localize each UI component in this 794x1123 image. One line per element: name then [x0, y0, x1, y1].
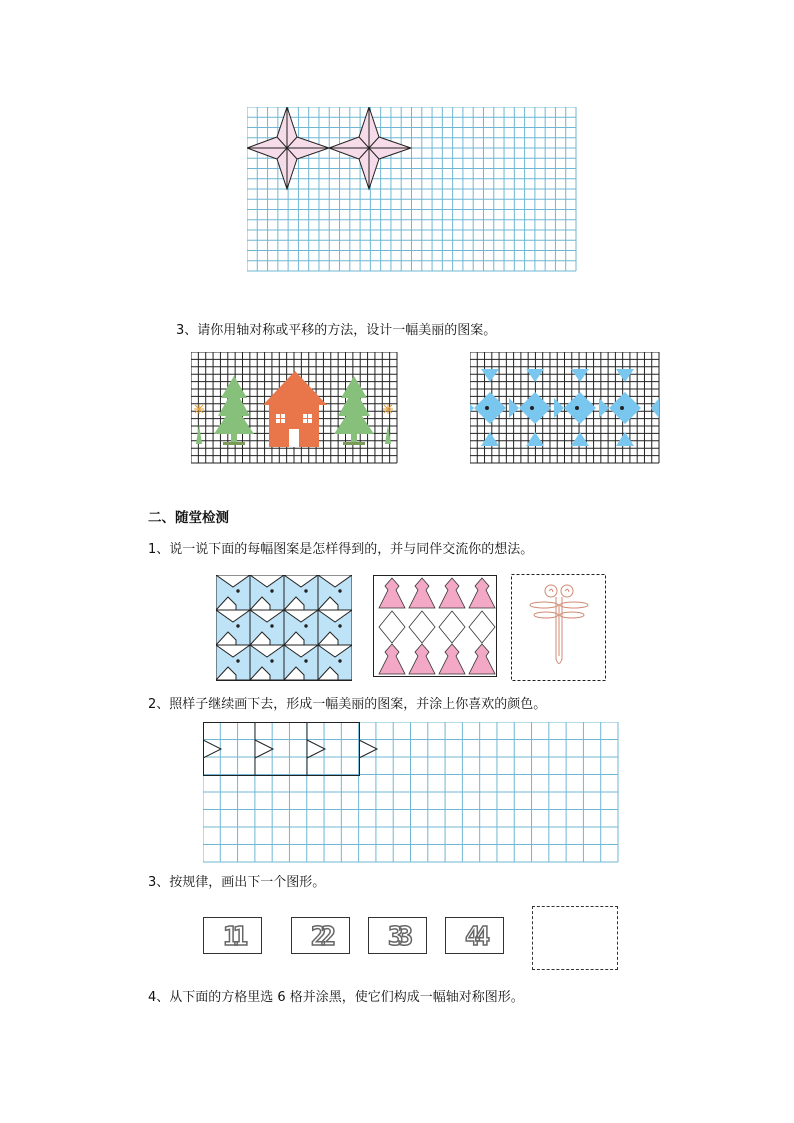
- fish-eye: [530, 406, 534, 410]
- pattern-box-4: [445, 917, 504, 954]
- pattern-digits-1: 11: [222, 922, 243, 952]
- fish-grid: [470, 352, 660, 464]
- check-q1: 1、说一说下面的每幅图案是怎样得到的，并与同伴交流你的想法。: [148, 542, 534, 557]
- house: [263, 371, 327, 447]
- tile-eye: [237, 625, 239, 627]
- pink-diamond-pattern: [373, 575, 497, 677]
- tile-eye: [237, 590, 239, 592]
- tile-eye: [305, 660, 307, 662]
- sprout-left: [196, 424, 202, 444]
- fish-bottom-triangle: [481, 432, 499, 446]
- fish-top-triangle: [616, 369, 634, 382]
- pattern-digits-2: 22: [310, 922, 331, 952]
- star-grid-figure: [247, 107, 577, 272]
- fish-bottom-triangle: [616, 432, 634, 446]
- answer-box[interactable]: [532, 906, 618, 970]
- fish-top-triangle: [481, 369, 499, 382]
- tile-eye: [305, 625, 307, 627]
- tile-eye: [339, 590, 341, 592]
- check-q4: 4、从下面的方格里选 6 格并涂黑，使它们构成一幅轴对称图形。: [148, 990, 524, 1005]
- check-q2: 2、照样子继续画下去，形成一幅美丽的图案，并涂上你喜欢的颜色。: [148, 697, 547, 712]
- house-tree-grid: [191, 352, 398, 464]
- pattern-digits-4: 44: [464, 922, 485, 952]
- fish-tail: [599, 398, 609, 418]
- flower-right: [383, 404, 393, 414]
- tile-eye: [271, 625, 273, 627]
- tile-eye: [271, 660, 273, 662]
- fish-tile-pattern: [216, 575, 352, 681]
- q3-instruction: 3、请你用轴对称或平移的方法，设计一幅美丽的图案。: [176, 323, 497, 338]
- fish-tail: [470, 398, 474, 418]
- blue-grid-lines-q2: [203, 722, 618, 862]
- fish-top-triangle: [526, 369, 544, 382]
- tile-eye: [339, 625, 341, 627]
- fish-tail: [554, 398, 564, 418]
- tile-eye: [305, 590, 307, 592]
- continue-pattern-grid: [203, 722, 619, 863]
- pattern-box-1: [203, 917, 262, 954]
- blue-grid-lines: [247, 107, 576, 271]
- check-q3: 3、按规律，画出下一个图形。: [148, 875, 326, 890]
- fish-eye: [575, 406, 579, 410]
- flower-left: [194, 404, 204, 414]
- fish-bottom-triangle: [526, 432, 544, 446]
- sample-pattern: [203, 722, 377, 776]
- tile-eye: [237, 660, 239, 662]
- section-heading: 二、随堂检测: [148, 510, 229, 526]
- fish-eye: [485, 406, 489, 410]
- dragonfly-box: [511, 574, 606, 681]
- tile-eye: [339, 660, 341, 662]
- tile-eye: [271, 590, 273, 592]
- pattern-box-2: [291, 917, 350, 954]
- pattern-box-3: [368, 917, 427, 954]
- fish-eye: [620, 406, 624, 410]
- pattern-digits-3: 33: [387, 922, 408, 952]
